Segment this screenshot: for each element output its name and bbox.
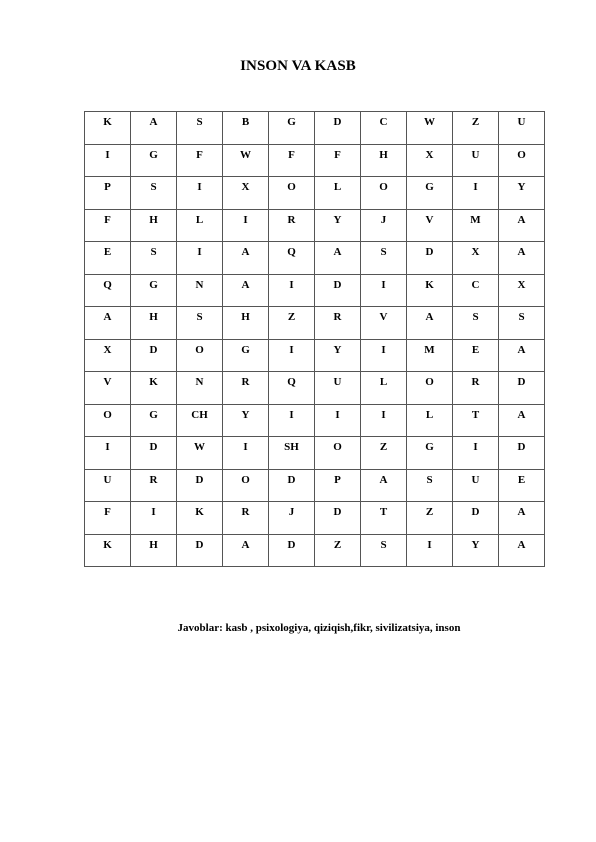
grid-cell: Y [453,534,499,567]
grid-cell: Z [361,437,407,470]
grid-cell: D [269,469,315,502]
grid-cell: E [453,339,499,372]
grid-cell: H [223,307,269,340]
grid-cell: D [499,437,545,470]
grid-cell: Y [315,209,361,242]
grid-cell: L [407,404,453,437]
answers-line: Javoblar: kasb , psixologiya, qiziqish,fikr, sivilizatsiya, inson [177,622,461,634]
grid-cell: S [177,307,223,340]
grid-row [85,372,545,405]
grid-cell: G [407,437,453,470]
grid-cell: I [407,534,453,567]
grid-cell: A [223,274,269,307]
grid-cell: A [131,112,177,145]
grid-cell: O [223,469,269,502]
page-title: INSON VA KASB [240,58,356,74]
grid-cell: Z [407,502,453,535]
grid-cell: C [453,274,499,307]
grid-cell: D [269,534,315,567]
grid-cell: V [85,372,131,405]
grid-cell: I [453,177,499,210]
grid-cell: K [177,502,223,535]
grid-cell: T [361,502,407,535]
grid-cell: O [269,177,315,210]
grid-row [85,339,545,372]
grid-cell: P [315,469,361,502]
grid-cell: Y [223,404,269,437]
grid-cell: I [453,437,499,470]
grid-cell: H [131,534,177,567]
grid-cell: O [361,177,407,210]
grid-cell: I [177,242,223,275]
grid-row [85,534,545,567]
grid-cell: L [361,372,407,405]
grid-cell: F [315,144,361,177]
grid-cell: R [223,502,269,535]
grid-cell: D [407,242,453,275]
grid-cell: J [361,209,407,242]
grid-cell: Q [269,242,315,275]
grid-cell: U [85,469,131,502]
grid-cell: U [453,144,499,177]
grid-row [85,242,545,275]
grid-cell: I [315,404,361,437]
grid-cell: G [131,274,177,307]
grid-cell: X [453,242,499,275]
grid-cell: D [177,469,223,502]
grid-cell: L [177,209,223,242]
grid-cell: V [361,307,407,340]
grid-row [85,144,545,177]
grid-cell: A [315,242,361,275]
grid-cell: X [223,177,269,210]
grid-cell: Y [499,177,545,210]
grid-cell: G [131,404,177,437]
grid-cell: A [499,404,545,437]
grid-cell: A [223,534,269,567]
grid-cell: I [177,177,223,210]
grid-cell: Z [315,534,361,567]
grid-cell: I [131,502,177,535]
grid-cell: D [315,274,361,307]
grid-cell: R [223,372,269,405]
grid-row [85,469,545,502]
grid-cell: T [453,404,499,437]
grid-cell: D [177,534,223,567]
grid-cell: G [269,112,315,145]
grid-row [85,502,545,535]
grid-cell: K [85,112,131,145]
grid-cell: G [407,177,453,210]
grid-cell: Z [453,112,499,145]
grid-cell: K [131,372,177,405]
grid-cell: I [269,339,315,372]
grid-row [85,307,545,340]
grid-cell: S [407,469,453,502]
grid-cell: A [407,307,453,340]
grid-cell: R [131,469,177,502]
grid-cell: O [499,144,545,177]
grid-cell: O [315,437,361,470]
grid-row [85,209,545,242]
grid-cell: S [131,242,177,275]
grid-cell: O [177,339,223,372]
grid-cell: D [499,372,545,405]
grid-row [85,437,545,470]
grid-cell: X [407,144,453,177]
grid-cell: A [85,307,131,340]
grid-cell: O [407,372,453,405]
grid-cell: E [499,469,545,502]
grid-cell: I [85,437,131,470]
grid-cell: W [177,437,223,470]
grid-cell: U [315,372,361,405]
grid-cell: N [177,274,223,307]
grid-cell: L [315,177,361,210]
grid-row [85,404,545,437]
grid-cell: U [499,112,545,145]
grid-cell: X [499,274,545,307]
grid-cell: D [131,339,177,372]
grid-cell: C [361,112,407,145]
grid-cell: D [315,502,361,535]
word-search-grid [84,111,545,567]
grid-cell: Q [85,274,131,307]
grid-cell: I [361,274,407,307]
grid-cell: K [407,274,453,307]
grid-row [85,177,545,210]
grid-cell: R [269,209,315,242]
grid-cell: H [131,209,177,242]
grid-cell: O [85,404,131,437]
grid-cell: G [131,144,177,177]
grid-cell: A [499,209,545,242]
grid-cell: Y [315,339,361,372]
grid-cell: Q [269,372,315,405]
grid-cell: W [407,112,453,145]
grid-cell: N [177,372,223,405]
word-search-grid-body [85,112,545,567]
grid-cell: A [499,502,545,535]
grid-cell: CH [177,404,223,437]
grid-cell: F [177,144,223,177]
grid-cell: F [269,144,315,177]
grid-cell: I [269,404,315,437]
grid-cell: I [223,209,269,242]
grid-cell: E [85,242,131,275]
grid-cell: F [85,502,131,535]
grid-cell: K [85,534,131,567]
grid-cell: R [315,307,361,340]
grid-cell: Z [269,307,315,340]
grid-cell: H [131,307,177,340]
grid-row [85,112,545,145]
grid-cell: U [453,469,499,502]
grid-cell: J [269,502,315,535]
grid-cell: D [315,112,361,145]
grid-cell: I [223,437,269,470]
grid-cell: S [499,307,545,340]
grid-cell: D [131,437,177,470]
grid-cell: V [407,209,453,242]
grid-cell: G [223,339,269,372]
grid-cell: A [361,469,407,502]
grid-cell: I [269,274,315,307]
grid-cell: M [407,339,453,372]
grid-row [85,274,545,307]
grid-cell: A [499,534,545,567]
grid-cell: S [177,112,223,145]
grid-cell: A [223,242,269,275]
grid-cell: H [361,144,407,177]
grid-cell: I [85,144,131,177]
grid-cell: R [453,372,499,405]
grid-cell: W [223,144,269,177]
grid-cell: S [131,177,177,210]
grid-cell: A [499,242,545,275]
grid-cell: SH [269,437,315,470]
grid-cell: D [453,502,499,535]
grid-cell: P [85,177,131,210]
grid-cell: F [85,209,131,242]
grid-cell: S [453,307,499,340]
grid-cell: M [453,209,499,242]
grid-cell: B [223,112,269,145]
grid-cell: A [499,339,545,372]
grid-cell: S [361,534,407,567]
grid-cell: I [361,404,407,437]
grid-cell: I [361,339,407,372]
grid-cell: X [85,339,131,372]
grid-cell: S [361,242,407,275]
